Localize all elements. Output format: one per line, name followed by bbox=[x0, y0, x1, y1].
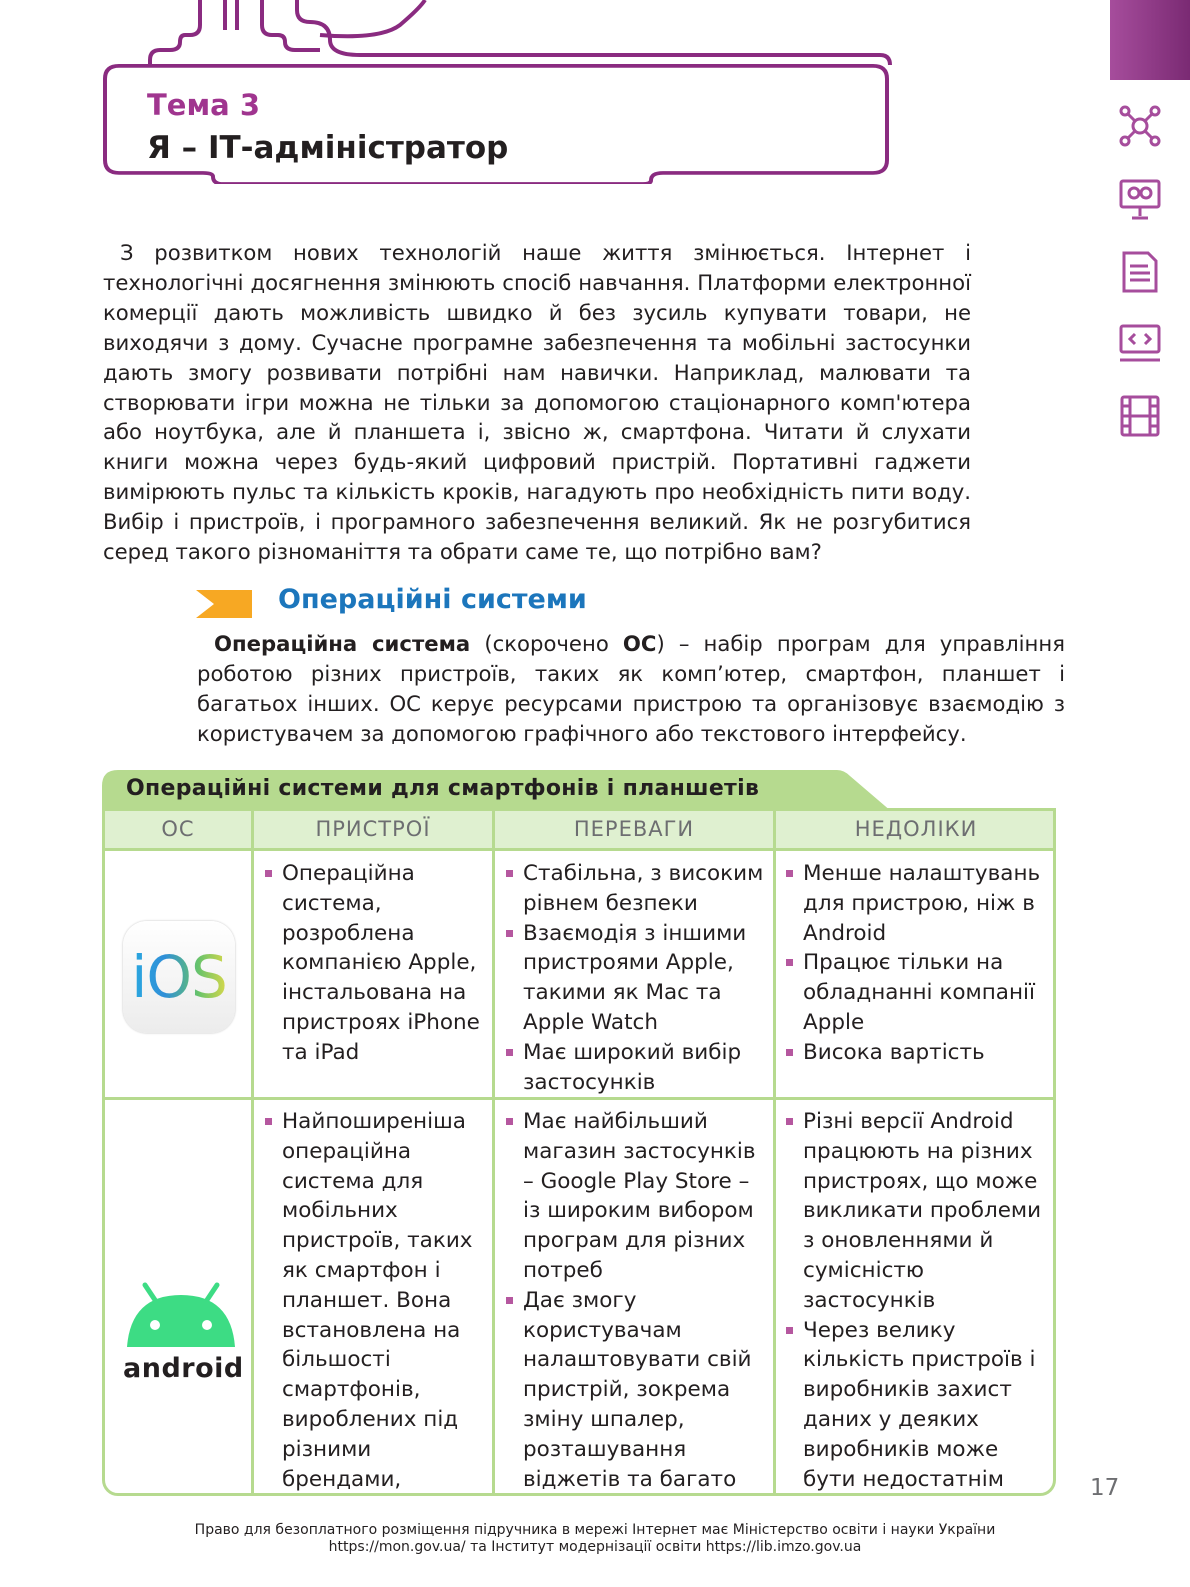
ios-logo-text: iOS bbox=[131, 943, 227, 1011]
android-devices-cell bbox=[264, 1107, 490, 1496]
footer bbox=[0, 1522, 1190, 1556]
list-item: Працює тільки на обладнанні компанії Apple bbox=[785, 948, 1051, 1037]
footer-line-2: https://mon.gov.ua/ та Інститут модернізації освіти https://lib.imzo.gov.ua bbox=[328, 1539, 862, 1555]
android-disadvantages-cell bbox=[785, 1107, 1051, 1494]
definition-term: Операційна система bbox=[214, 631, 471, 656]
list-item: Взаємодія з іншими пристроями Apple, такими як Mac та Apple Watch bbox=[505, 919, 771, 1038]
definition-paragraph bbox=[197, 629, 1065, 749]
section-heading: Операційні системи bbox=[278, 584, 587, 615]
list-item: Операційна система, розроблена компанією Apple, інстальована на пристроях iPhone та iPad bbox=[264, 859, 490, 1068]
ios-devices-cell bbox=[264, 859, 490, 1068]
network-icon bbox=[1118, 104, 1162, 148]
column-divider bbox=[773, 811, 776, 1493]
theme-title: Я – ІТ-адміністратор bbox=[147, 130, 509, 166]
theme-label: Тема 3 bbox=[147, 88, 260, 122]
header-os: ОС bbox=[161, 817, 195, 841]
os-table bbox=[102, 770, 1062, 1510]
document-icon bbox=[1118, 250, 1162, 294]
column-divider bbox=[492, 811, 495, 1493]
intro-text: З розвитком нових технологій наше життя змінюється. Інтернет і технологічні досягнення змінюють спосіб навчання. Платформи електронної комерції дають можливість швидко й без зусиль купувати товари, не виходячи з дому. Сучасне програмне забезпечення та мобільні застосунки дають змогу розвивати потрібні нам навички. Наприклад, малювати та створювати ігри можна не тільки за допомогою стаціонарного комп'ютера або ноутбука, але й планшета і, звісно ж, смартфона. Читати й слухати книги можна через будь-який цифровий пристрій. Портативні гаджети вимірюють пульс та кількість кроків, нагадують про необхідність пити воду. Вибір і пристроїв, і програмного забезпечення великий. Як не розгубитися серед такого різноманіття та обрати саме те, що потрібно вам? bbox=[103, 240, 971, 565]
list-item: Менше налаштувань для пристрою, ніж в Android bbox=[785, 859, 1051, 948]
ios-disadvantages-cell bbox=[785, 859, 1051, 1068]
ios-logo bbox=[123, 921, 235, 1033]
intro-paragraph bbox=[103, 238, 971, 567]
android-robot-icon bbox=[123, 1281, 239, 1351]
definition-abbr: ОС bbox=[622, 631, 657, 656]
table-grid bbox=[102, 808, 1056, 1496]
row-divider bbox=[105, 1097, 1053, 1100]
code-icon bbox=[1118, 322, 1162, 366]
header-disadvantages: НЕДОЛІКИ bbox=[854, 817, 978, 841]
definition-rest: ) – набір програм для управління роботою різних пристроїв, таких як комп’ютер, смартфон, планшет і багатьох інших. ОС керує ресурсами пристрою та організовує взаємодію з користувачем за допомогою графічного або текстового інтерфейсу. bbox=[197, 631, 1066, 746]
header-devices: ПРИСТРОЇ bbox=[315, 817, 431, 841]
android-advantages-cell bbox=[505, 1107, 771, 1496]
title-frame bbox=[103, 64, 893, 184]
list-item: Стабільна, з високим рівнем безпеки bbox=[505, 859, 771, 919]
list-item: Дає змогу користувачам налаштовувати свій пристрій, зокрема зміну шпалер, розташування віджетів та багато bbox=[505, 1286, 771, 1496]
page-number: 17 bbox=[1090, 1475, 1120, 1501]
corner-tab bbox=[1110, 0, 1190, 80]
android-logo bbox=[123, 1281, 244, 1384]
column-divider bbox=[251, 811, 254, 1493]
ios-advantages-cell bbox=[505, 859, 771, 1097]
list-item: Через велику кількість пристроїв і виробників захист даних у деяких виробників може бути недостатнім bbox=[785, 1316, 1051, 1495]
section-marker-icon bbox=[196, 590, 252, 618]
header-advantages: ПЕРЕВАГИ bbox=[573, 817, 695, 841]
list-item: Різні версії Android працюють на різних пристроях, що може викликати проблеми з оновленнями й сумісністю застосунків bbox=[785, 1107, 1051, 1316]
film-icon bbox=[1118, 394, 1162, 438]
presentation-icon bbox=[1118, 178, 1162, 222]
footer-line-1: Право для безоплатного розміщення підручника в мережі Інтернет має Міністерство освіти і науки України bbox=[194, 1522, 996, 1538]
header-decoration bbox=[0, 0, 900, 70]
table-header-row bbox=[105, 811, 1053, 851]
list-item: Найпоширеніша операційна система для мобільних пристроїв, таких як смартфон і планшет. Вона встановлена на більшості смартфонів, вироблених під різними брендами, bbox=[264, 1107, 490, 1496]
table-caption: Операційні системи для смартфонів і планшетів bbox=[126, 776, 760, 801]
android-logo-text: android bbox=[123, 1353, 244, 1384]
list-item: Має найбільший магазин застосунків – Google Play Store – із широким вибором програм для різних потреб bbox=[505, 1107, 771, 1286]
list-item: Має широкий вибір застосунків bbox=[505, 1038, 771, 1098]
definition-paren: (скорочено bbox=[470, 631, 623, 656]
list-item: Висока вартість bbox=[785, 1038, 1051, 1068]
